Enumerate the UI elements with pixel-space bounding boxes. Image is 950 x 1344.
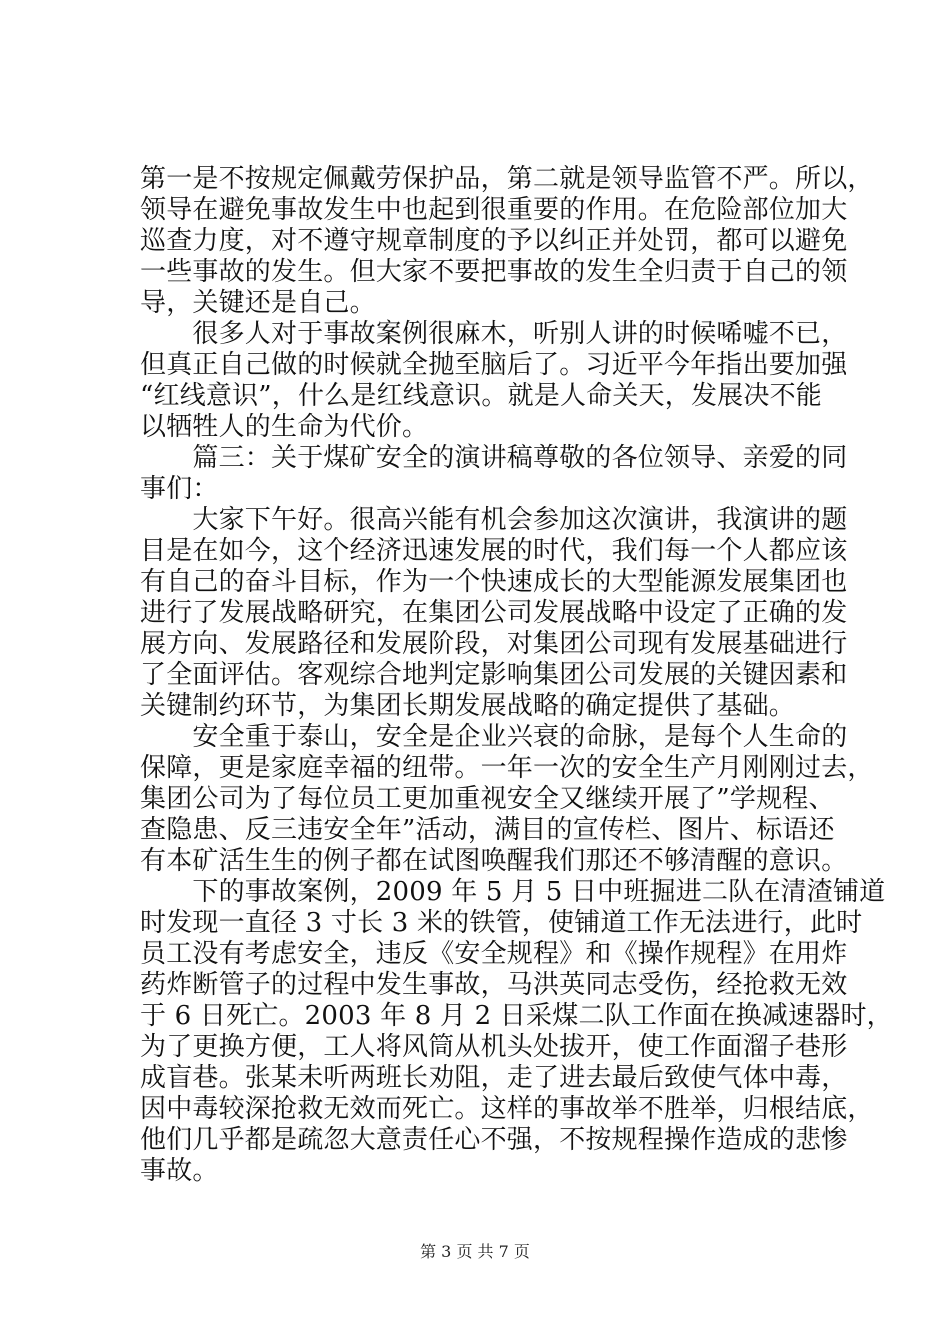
text-line: 第一是不按规定佩戴劳保护品，第二就是领导监管不严。所以，	[140, 164, 874, 194]
text-line: 有自己的奋斗目标，作为一个快速成长的大型能源发展集团也	[140, 567, 848, 597]
text-line: 下的事故案例，2009 年 5 月 5 日中班掘进二队在清渣铺道	[140, 877, 886, 907]
text-line: 有本矿活生生的例子都在试图唤醒我们那还不够清醒的意识。	[140, 846, 848, 876]
text-line: 展方向、发展路径和发展阶段，对集团公司现有发展基础进行	[140, 629, 848, 659]
page-number-footer: 第 3 页 共 7 页	[420, 1242, 530, 1261]
text-line: 以牺牲人的生命为代价。	[140, 412, 429, 442]
document-body	[140, 164, 893, 1187]
text-line: 员工没有考虑安全，违反《安全规程》和《操作规程》在用炸	[140, 939, 848, 969]
text-line: 目是在如今，这个经济迅速发展的时代，我们每一个人都应该	[140, 536, 848, 566]
text-line: 他们几乎都是疏忽大意责任心不强，不按规程操作造成的悲惨	[140, 1125, 848, 1155]
text-line: 事故。	[140, 1156, 219, 1186]
text-line: 一些事故的发生。但大家不要把事故的发生全归责于自己的领	[140, 257, 848, 287]
text-line: 安全重于泰山，安全是企业兴衰的命脉，是每个人生命的	[140, 722, 848, 752]
text-line: 集团公司为了每位员工更加重视安全又继续开展了”学规程、	[140, 784, 835, 814]
text-line: 成盲巷。张某未听两班长劝阻，走了进去最后致使气体中毒，	[140, 1063, 848, 1093]
section-heading-line: 事们：	[140, 474, 219, 504]
text-line: 但真正自己做的时候就全抛至脑后了。习近平今年指出要加强	[140, 350, 848, 380]
text-line: 查隐患、反三违安全年”活动，满目的宣传栏、图片、标语还	[140, 815, 835, 845]
text-line: 关键制约环节，为集团长期发展战略的确定提供了基础。	[140, 691, 796, 721]
text-line: 了全面评估。客观综合地判定影响集团公司发展的关键因素和	[140, 660, 848, 690]
text-line: 很多人对于事故案例很麻木，听别人讲的时候唏嘘不已，	[140, 319, 848, 349]
text-line: 于 6 日死亡。2003 年 8 月 2 日采煤二队工作面在换减速器时，	[140, 1001, 893, 1031]
text-line: “红线意识”，什么是红线意识。就是人命关天，发展决不能	[140, 381, 822, 411]
text-line: 导，关键还是自己。	[140, 288, 376, 318]
text-line: 巡查力度，对不遵守规章制度的予以纠正并处罚，都可以避免	[140, 226, 848, 256]
text-line: 领导在避免事故发生中也起到很重要的作用。在危险部位加大	[140, 195, 848, 225]
text-line: 为了更换方便，工人将风筒从机头处拔开，使工作面溜子巷形	[140, 1032, 848, 1062]
text-line: 大家下午好。很高兴能有机会参加这次演讲，我演讲的题	[140, 505, 848, 535]
text-line: 保障，更是家庭幸福的纽带。一年一次的安全生产月刚刚过去，	[140, 753, 874, 783]
section-heading-line: 篇三：关于煤矿安全的演讲稿尊敬的各位领导、亲爱的同	[140, 443, 848, 473]
text-line: 药炸断管子的过程中发生事故，马洪英同志受伤，经抢救无效	[140, 970, 848, 1000]
text-line: 时发现一直径 3 寸长 3 米的铁管，使铺道工作无法进行，此时	[140, 908, 863, 938]
text-line: 进行了发展战略研究，在集团公司发展战略中设定了正确的发	[140, 598, 848, 628]
text-line: 因中毒较深抢救无效而死亡。这样的事故举不胜举，归根结底，	[140, 1094, 874, 1124]
